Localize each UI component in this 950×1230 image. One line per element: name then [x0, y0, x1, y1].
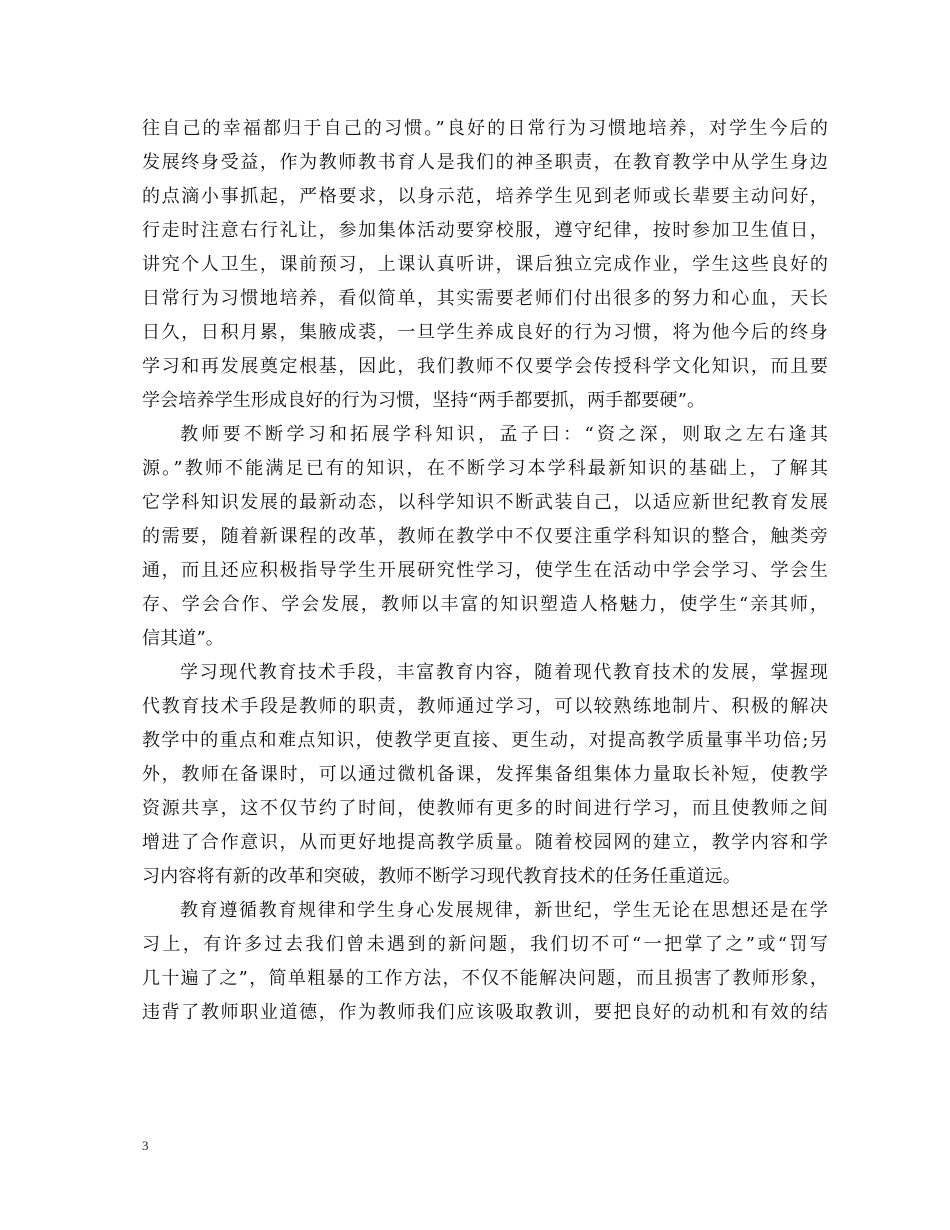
text-line: 的点滴小事抓起，严格要求，以身示范，培养学生见到老师或长辈要主动问好，	[142, 186, 828, 207]
text-line: 资源共享，这不仅节约了时间，使教师有更多的时间进行学习，而且使教师之间	[142, 798, 828, 819]
text-line: 外，教师在备课时，可以通过微机备课，发挥集备组集体力量取长补短，使教学	[142, 764, 828, 785]
text-line: 源。”教师不能满足已有的知识，在不断学习本学科最新知识的基础上，了解其	[142, 458, 828, 479]
text-line: 增进了合作意识，从而更好地提高教学质量。随着校园网的建立，教学内容和学	[142, 832, 828, 853]
text-line: 习上，有许多过去我们曾未遇到的新问题，我们切不可“一把掌了之”或“罚写	[142, 934, 828, 955]
text-line: 的需要，随着新课程的改革，教师在教学中不仅要注重学科知识的整合，触类旁	[142, 526, 828, 547]
text-line: 讲究个人卫生，课前预习，上课认真听讲，课后独立完成作业，学生这些良好的	[142, 254, 828, 275]
text-line: 行走时注意右行礼让，参加集体活动要穿校服，遵守纪律，按时参加卫生值日，	[142, 220, 828, 241]
text-line: 存、学会合作、学会发展，教师以丰富的知识塑造人格魅力，使学生“亲其师，	[142, 594, 828, 615]
text-line: 违背了教师职业道德，作为教师我们应该吸取教训，要把良好的动机和有效的结	[142, 1002, 828, 1023]
text-line: 学习现代教育技术手段，丰富教育内容，随着现代教育技术的发展，掌握现	[180, 662, 828, 683]
text-line: 代教育技术手段是教师的职责，教师通过学习，可以较熟练地制片、积极的解决	[142, 696, 828, 717]
text-line: 学习和再发展奠定根基，因此，我们教师不仅要学会传授科学文化知识，而且要	[142, 356, 828, 377]
paragraph-3	[142, 656, 828, 894]
paragraph-2	[142, 418, 828, 656]
text-line: 几十遍了之”，简单粗暴的工作方法，不仅不能解决问题，而且损害了教师形象，	[142, 968, 828, 989]
text-line: 日常行为习惯地培养，看似简单，其实需要老师们付出很多的努力和心血，天长	[142, 288, 828, 309]
text-line: 发展终身受益，作为教师教书育人是我们的神圣职责，在教育教学中从学生身边	[142, 152, 828, 173]
text-line: 日久，日积月累，集腋成裘，一旦学生养成良好的行为习惯，将为他今后的终身	[142, 322, 828, 343]
paragraph-4	[142, 894, 828, 1030]
paragraph-1	[142, 112, 828, 418]
text-line: 学会培养学生形成良好的行为习惯，坚持“两手都要抓，两手都要硬”。	[142, 390, 706, 411]
page-number: 3	[142, 1138, 149, 1153]
text-line: 教学中的重点和难点知识，使教学更直接、更生动，对提高教学质量事半功倍;另	[142, 730, 828, 751]
text-line: 通，而且还应积极指导学生开展研究性学习，使学生在活动中学会学习、学会生	[142, 560, 828, 581]
text-line: 往自己的幸福都归于自己的习惯。”良好的日常行为习惯地培养，对学生今后的	[142, 118, 828, 139]
text-line: 教师要不断学习和拓展学科知识，孟子曰：“资之深，则取之左右逢其	[180, 424, 828, 445]
document-body	[142, 112, 828, 1030]
text-line: 教育遵循教育规律和学生身心发展规律，新世纪，学生无论在思想还是在学	[180, 900, 828, 921]
text-line: 习内容将有新的改革和突破，教师不断学习现代教育技术的任务任重道远。	[142, 866, 741, 887]
text-line: 它学科知识发展的最新动态，以科学知识不断武装自己，以适应新世纪教育发展	[142, 492, 828, 513]
text-line: 信其道”。	[142, 628, 224, 649]
